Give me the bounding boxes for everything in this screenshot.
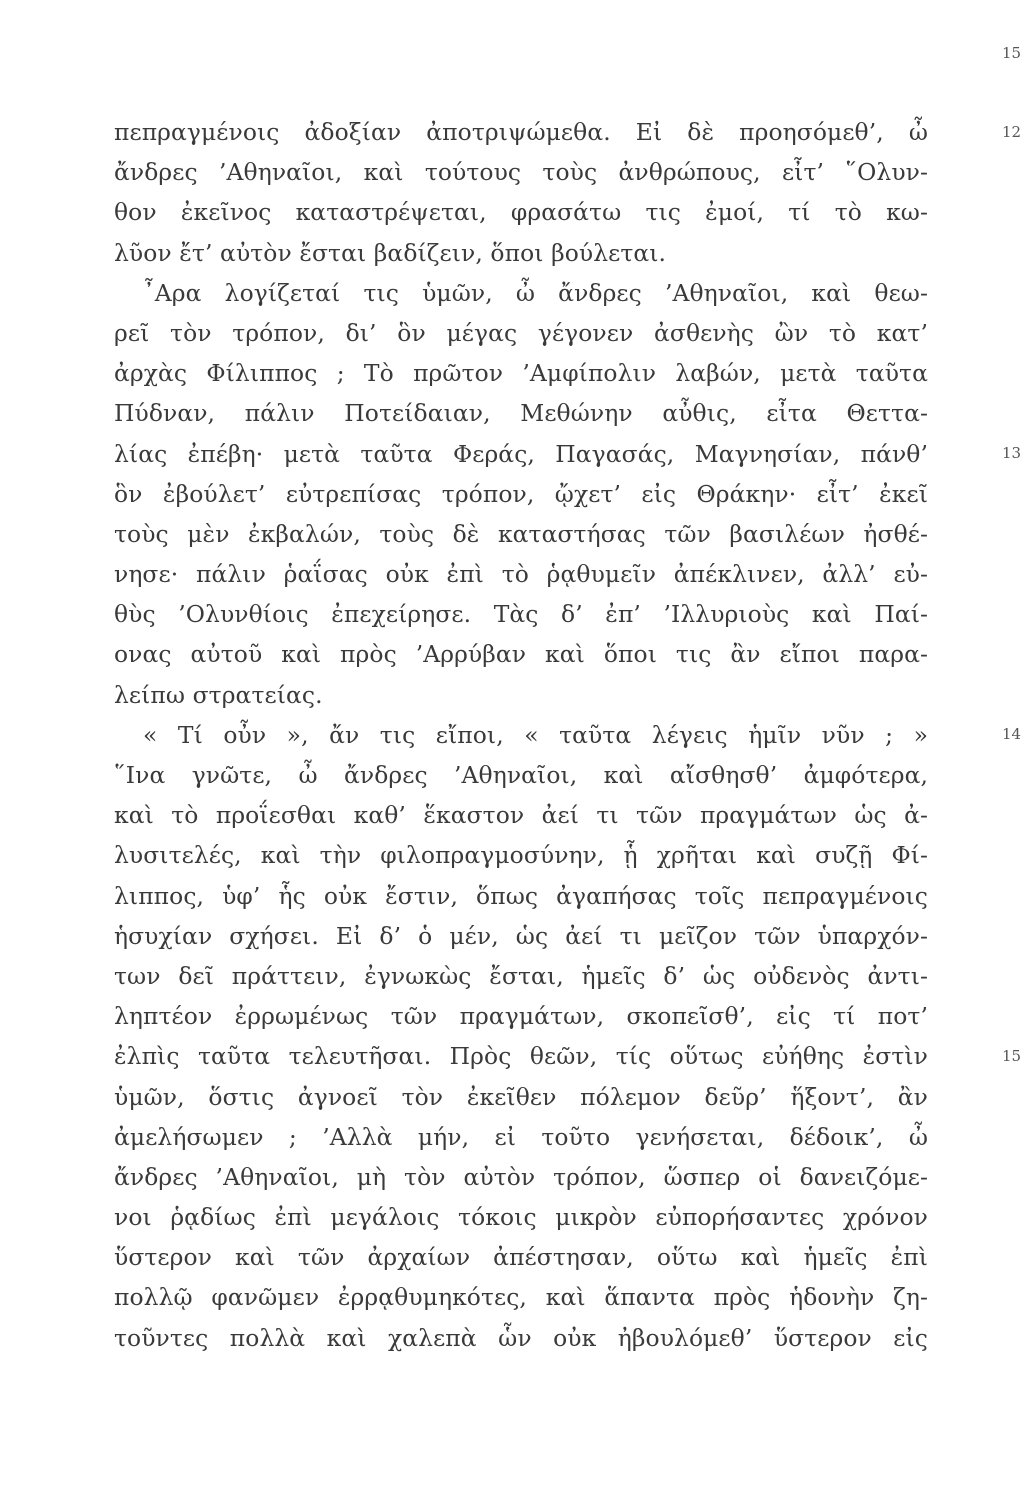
text-line: τοῦντες πολλὰ καὶ χαλεπὰ ὧν οὐκ ἠβουλόμεθ’ ὕστερον εἰς (114, 1323, 928, 1352)
text-line: ονας αὐτοῦ καὶ πρὸς ’Αρρύβαν καὶ ὅποι τις ἂν εἴποι παρα- (114, 640, 928, 669)
text-line: ὕστερον καὶ τῶν ἀρχαίων ἀπέστησαν, οὕτω καὶ ἡμεῖς ἐπὶ (114, 1243, 928, 1272)
text-line: ἀρχὰς Φίλιππος ; Τὸ πρῶτον ’Αμφίπολιν λαβών, μετὰ ταῦτα (114, 359, 928, 388)
text-line: ἄνδρες ’Αθηναῖοι, καὶ τούτους τοὺς ἀνθρώπους, εἶτ’ ῞Ολυν- (114, 158, 928, 187)
text-line: « Τί οὖν », ἄν τις εἴποι, « ταῦτα λέγεις ἡμῖν νῦν ; » (143, 720, 928, 749)
text-line: λίας ἐπέβη· μετὰ ταῦτα Φεράς, Παγασάς, Μαγνησίαν, πάνθ’ (114, 439, 928, 468)
text-line: ῏Αρα λογίζεταί τις ὑμῶν, ὦ ἄνδρες ’Αθηναῖοι, καὶ θεω- (143, 278, 928, 307)
text-line: ρεῖ τὸν τρόπον, δι’ ὃν μέγας γέγονεν ἀσθενὴς ὢν τὸ κατ’ (114, 318, 928, 347)
text-line: λιππος, ὑφ’ ἧς οὐκ ἔστιν, ὅπως ἀγαπήσας τοῖς πεπραγμένοις (114, 881, 928, 910)
text-line: πεπραγμένοις ἀδοξίαν ἀποτριψώμεθα. Εἰ δὲ προησόμεθ’, ὦ (114, 118, 928, 146)
text-line: θον ἐκεῖνος καταστρέψεται, φρασάτω τις ἐμοί, τί τὸ κω- (114, 198, 928, 227)
text-line: ἐλπὶς ταῦτα τελευτῆσαι. Πρὸς θεῶν, τίς οὕτως εὐήθης ἐστὶν (114, 1042, 928, 1071)
text-line: ὃν ἐβούλετ’ εὐτρεπίσας τρόπον, ᾤχετ’ εἰς Θράκην· εἶτ’ ἐκεῖ (114, 479, 928, 508)
text-line: ληπτέον ἐρρωμένως τῶν πραγμάτων, σκοπεῖσθ’, εἰς τί ποτ’ (114, 1002, 928, 1031)
text-line: πολλῷ φανῶμεν ἐρρᾳθυμηκότες, καὶ ἅπαντα πρὸς ἡδονὴν ζη- (114, 1283, 928, 1312)
text-line: ἄνδρες ’Αθηναῖοι, μὴ τὸν αὐτὸν τρόπον, ὥσπερ οἱ δανειζόμε- (114, 1162, 928, 1191)
text-line: ἀμελήσωμεν ; ’Αλλὰ μήν, εἰ τοῦτο γενήσεται, δέδοικ’, ὦ (114, 1122, 928, 1151)
text-line: λῦον ἔτ’ αὐτὸν ἔσται βαδίζειν, ὅποι βούλεται. (114, 238, 667, 267)
text-body (114, 112, 928, 1358)
text-line: ῞Ινα γνῶτε, ὦ ἄνδρες ’Αθηναῖοι, καὶ αἴσθησθ’ ἀμφότερα, (114, 761, 928, 789)
section-number: 15 (1002, 1047, 1022, 1065)
section-number: 14 (1002, 725, 1022, 743)
text-line: θὺς ’Ολυνθίοις ἐπεχείρησε. Τὰς δ’ ἐπ’ ’Ιλλυριοὺς καὶ Παί- (114, 600, 928, 629)
text-line: ὑμῶν, ὅστις ἀγνοεῖ τὸν ἐκεῖθεν πόλεμον δεῦρ’ ἥξοντ’, ἂν (114, 1082, 928, 1111)
text-line: των δεῖ πράττειν, ἐγνωκὼς ἔσται, ἡμεῖς δ’ ὡς οὐδενὸς ἀντι- (114, 961, 928, 990)
section-number: 12 (1002, 123, 1022, 141)
text-line: τοὺς μὲν ἐκβαλών, τοὺς δὲ καταστήσας τῶν βασιλέων ἠσθέ- (114, 519, 928, 548)
section-number: 13 (1002, 444, 1022, 462)
text-line: καὶ τὸ προΐεσθαι καθ’ ἕκαστον ἀεί τι τῶν πραγμάτων ὡς ἀ- (114, 801, 928, 830)
text-line: νοι ῥᾳδίως ἐπὶ μεγάλοις τόκοις μικρὸν εὐπορήσαντες χρόνον (114, 1203, 928, 1232)
text-line: Πύδναν, πάλιν Ποτείδαιαν, Μεθώνην αὖθις, εἶτα Θεττα- (114, 399, 928, 428)
text-line: ἡσυχίαν σχήσει. Εἰ δ’ ὁ μέν, ὡς ἀεί τι μεῖζον τῶν ὑπαρχόν- (114, 921, 928, 950)
text-line: νησε· πάλιν ῥαΐσας οὐκ ἐπὶ τὸ ῥᾳθυμεῖν ἀπέκλινεν, ἀλλ’ εὐ- (114, 560, 928, 589)
page-number: 15 (1002, 44, 1022, 62)
text-line: λυσιτελές, καὶ τὴν φιλοπραγμοσύνην, ᾗ χρῆται καὶ συζῇ Φί- (114, 841, 928, 870)
text-line: λείπω στρατείας. (114, 680, 323, 709)
